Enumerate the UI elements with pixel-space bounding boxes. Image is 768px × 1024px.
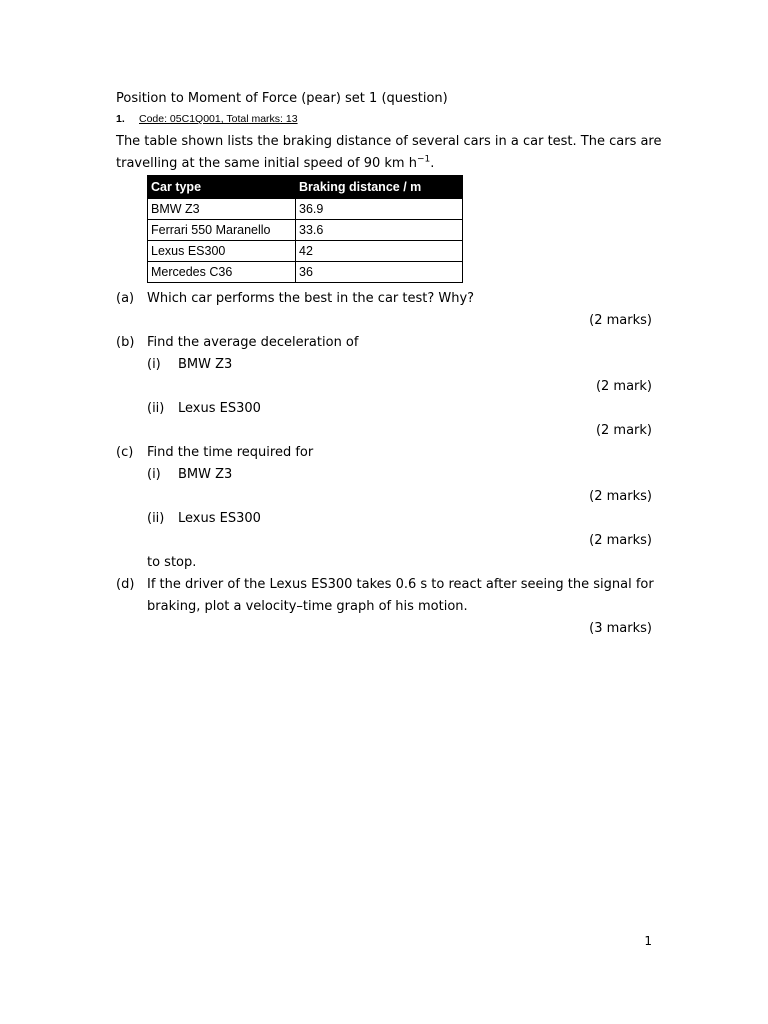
part-b-label: (b)	[116, 335, 135, 350]
table-row	[148, 241, 463, 262]
table-header-braking-distance: Braking distance / m	[296, 176, 463, 199]
table-cell-car-type: BMW Z3	[148, 199, 296, 220]
part-a-label: (a)	[116, 291, 135, 306]
part-b-i-text: BMW Z3	[178, 357, 233, 372]
part-c-i-text: BMW Z3	[178, 467, 233, 482]
page-number: 1	[644, 934, 652, 948]
table-cell-braking-distance: 42	[296, 241, 463, 262]
intro-speed-exponent: −1	[416, 154, 431, 165]
table-cell-braking-distance: 36.9	[296, 199, 463, 220]
part-b-text: Find the average deceleration of	[147, 335, 359, 350]
part-d-text-line1: If the driver of the Lexus ES300 takes 0.6 s to react after seeing the signal for	[147, 577, 654, 592]
intro-period: .	[430, 156, 435, 171]
question-code: Code: 05C1Q001, Total marks: 13	[139, 113, 298, 125]
part-b-i-label: (i)	[147, 357, 161, 372]
part-d-marks: (3 marks)	[589, 621, 652, 636]
part-b-ii-text: Lexus ES300	[178, 401, 261, 416]
part-d-label: (d)	[116, 577, 135, 592]
page-title: Position to Moment of Force (pear) set 1 (question)	[116, 91, 448, 106]
intro-speed-text: travelling at the same initial speed of 90 km h	[116, 156, 417, 171]
part-c-ii-text: Lexus ES300	[178, 511, 261, 526]
table-row	[148, 262, 463, 283]
table-header-car-type: Car type	[148, 176, 296, 199]
table-row	[148, 199, 463, 220]
part-c-tail: to stop.	[147, 555, 197, 570]
table-cell-car-type: Lexus ES300	[148, 241, 296, 262]
part-c-text: Find the time required for	[147, 445, 314, 460]
part-d-text-line2: braking, plot a velocity–time graph of his motion.	[147, 599, 468, 614]
part-c-i-marks: (2 marks)	[589, 489, 652, 504]
table-cell-car-type: Ferrari 550 Maranello	[148, 220, 296, 241]
part-b-ii-marks: (2 mark)	[595, 423, 652, 438]
part-b-i-marks: (2 mark)	[595, 379, 652, 394]
part-c-ii-marks: (2 marks)	[589, 533, 652, 548]
table-row	[148, 220, 463, 241]
part-a-text: Which car performs the best in the car test? Why?	[147, 291, 475, 306]
table-cell-braking-distance: 36	[296, 262, 463, 283]
table-cell-car-type: Mercedes C36	[148, 262, 296, 283]
part-c-ii-label: (ii)	[147, 511, 165, 526]
question-intro-line1: The table shown lists the braking distance of several cars in a car test. The cars are	[116, 134, 662, 149]
part-b-ii-label: (ii)	[147, 401, 165, 416]
table-cell-braking-distance: 33.6	[296, 220, 463, 241]
part-c-i-label: (i)	[147, 467, 161, 482]
question-number: 1.	[116, 113, 125, 125]
question-intro-line2	[116, 153, 434, 175]
braking-distance-table	[147, 175, 463, 283]
part-c-label: (c)	[116, 445, 134, 460]
table-header-row	[148, 176, 463, 199]
part-a-marks: (2 marks)	[589, 313, 652, 328]
